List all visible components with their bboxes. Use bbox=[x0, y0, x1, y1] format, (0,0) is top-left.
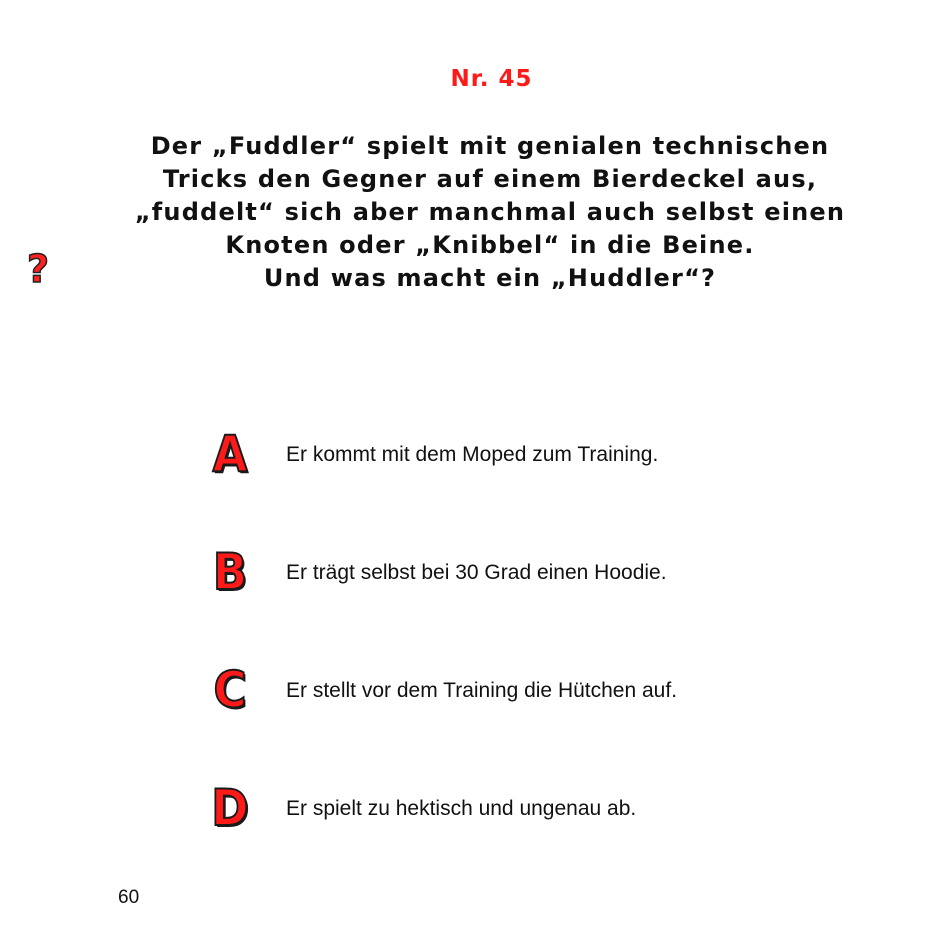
question-line: „fuddelt“ sich aber manchmal auch selbst einen bbox=[134, 198, 846, 226]
answer-letter-d: D bbox=[211, 779, 249, 837]
question-number: Nr. 45 bbox=[450, 66, 533, 92]
answer-letter-c: C bbox=[213, 661, 247, 719]
question-line: Tricks den Gegner auf einem Bierdeckel aus, bbox=[162, 165, 818, 193]
answer-option-b bbox=[0, 543, 945, 606]
answer-text-d: Er spielt zu hektisch und ungenau ab. bbox=[286, 797, 637, 820]
answer-text-a: Er kommt mit dem Moped zum Training. bbox=[286, 443, 659, 466]
answer-option-a bbox=[0, 425, 945, 488]
answer-text-b: Er trägt selbst bei 30 Grad einen Hoodie. bbox=[286, 561, 667, 584]
question-mark-icon: ? bbox=[27, 247, 50, 291]
answer-option-d bbox=[0, 779, 945, 842]
answer-option-c bbox=[0, 661, 945, 724]
question-line: Der „Fuddler“ spielt mit genialen technischen bbox=[150, 132, 830, 160]
answer-letter-b: B bbox=[212, 543, 248, 601]
question-line: Und was macht ein „Huddler“? bbox=[263, 264, 717, 292]
answer-text-c: Er stellt vor dem Training die Hütchen auf. bbox=[286, 679, 678, 702]
answer-letter-a: A bbox=[212, 425, 248, 483]
page-number: 60 bbox=[118, 887, 140, 908]
question-line: Knoten oder „Knibbel“ in die Beine. bbox=[225, 231, 755, 259]
question-text bbox=[120, 130, 860, 295]
